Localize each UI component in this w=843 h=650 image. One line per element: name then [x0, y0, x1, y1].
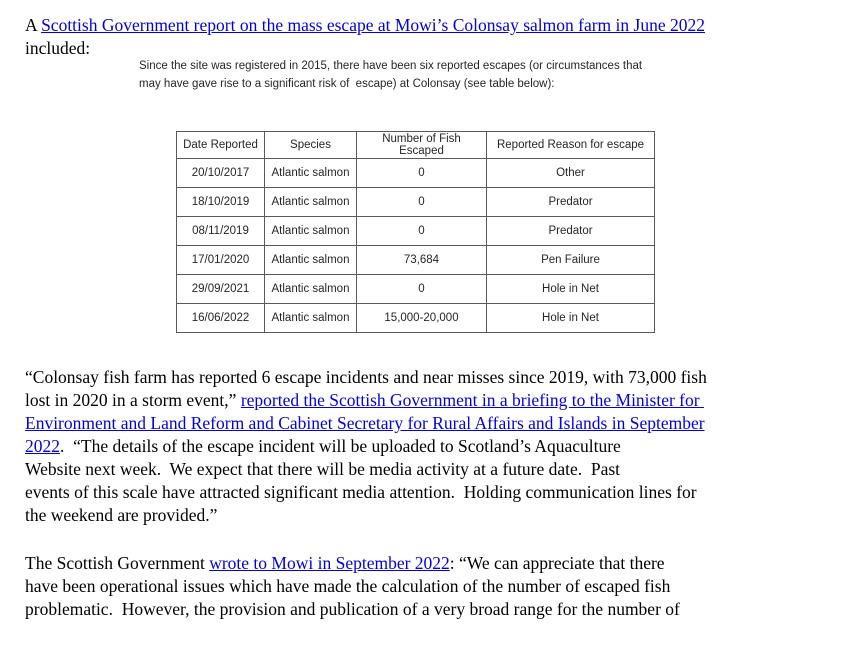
table-row	[177, 246, 655, 275]
text-run: Since the site was registered in 2015, there have been six reported escapes (or circumstances that	[139, 60, 643, 72]
table-cell: Hole in Net	[487, 275, 655, 304]
table-cell: 0	[357, 188, 487, 217]
text-run: : “We can appreciate that there	[449, 553, 665, 573]
table-cell: 18/10/2019	[177, 188, 265, 217]
column-header: Number of Fish Escaped	[357, 132, 487, 159]
text-line	[25, 575, 680, 598]
table-cell: 08/11/2019	[177, 217, 265, 246]
table-row	[177, 159, 655, 188]
table-cell: Atlantic salmon	[265, 188, 357, 217]
table-cell: Atlantic salmon	[265, 159, 357, 188]
text-run: problematic. However, the provision and publication of a very broad range for the number of	[25, 599, 680, 619]
text-line	[25, 504, 707, 527]
text-line	[25, 435, 707, 458]
table-cell: 0	[357, 159, 487, 188]
text-line	[25, 552, 680, 575]
briefing-link[interactable]: 2022	[25, 436, 60, 456]
escapes-table	[176, 131, 655, 333]
report-excerpt	[139, 58, 642, 93]
text-line	[25, 598, 680, 621]
table-cell: 20/10/2017	[177, 159, 265, 188]
briefing-quote-paragraph	[25, 366, 707, 527]
table-cell: Atlantic salmon	[265, 246, 357, 275]
table-cell: 0	[357, 275, 487, 304]
text-line	[25, 389, 707, 412]
text-run: lost in 2020 in a storm event,”	[25, 390, 241, 410]
text-run: Website next week. We expect that there will be media activity at a future date. Past	[25, 459, 621, 479]
column-header: Reported Reason for escape	[487, 132, 655, 159]
table-cell: 29/09/2021	[177, 275, 265, 304]
text-line	[139, 76, 642, 94]
table-row	[177, 304, 655, 333]
text-line	[139, 58, 642, 76]
text-line	[25, 481, 707, 504]
table-cell: 0	[357, 217, 487, 246]
table-row	[177, 275, 655, 304]
text-run: . “The details of the escape incident will be uploaded to Scotland’s Aquaculture	[60, 436, 621, 456]
text-run: “Colonsay fish farm has reported 6 escape incidents and near misses since 2019, with 73,000 fish	[25, 367, 707, 387]
text-run: have been operational issues which have made the calculation of the number of escaped fish	[25, 576, 671, 596]
table-cell: 15,000-20,000	[357, 304, 487, 333]
table-cell: 73,684	[357, 246, 487, 275]
text-run: the weekend are provided.”	[25, 505, 218, 525]
briefing-link[interactable]: reported the Scottish Government in a briefing to the Minister for	[240, 390, 704, 410]
table-cell: 17/01/2020	[177, 246, 265, 275]
table-cell: Atlantic salmon	[265, 217, 357, 246]
intro-paragraph	[25, 14, 705, 60]
table-cell: 16/06/2022	[177, 304, 265, 333]
table-cell: Predator	[487, 188, 655, 217]
text-line	[25, 366, 707, 389]
table-cell: Pen Failure	[487, 246, 655, 275]
table-cell: Atlantic salmon	[265, 304, 357, 333]
table-cell: Hole in Net	[487, 304, 655, 333]
escapes-table-head	[177, 132, 655, 159]
table-cell: Predator	[487, 217, 655, 246]
table-cell: Other	[487, 159, 655, 188]
text-run: events of this scale have attracted significant media attention. Holding communication lines for	[25, 482, 697, 502]
text-line	[25, 412, 707, 435]
text-run: The Scottish Government	[25, 553, 210, 573]
text-run: may have gave rise to a significant risk of escape) at Colonsay (see table below):	[139, 77, 555, 90]
table-cell: Atlantic salmon	[265, 275, 357, 304]
mowi-letter-link[interactable]: wrote to Mowi in September 2022	[209, 553, 450, 573]
text-run: A	[25, 15, 42, 35]
text-run: included:	[25, 38, 91, 58]
text-line	[25, 14, 705, 37]
text-line	[25, 37, 705, 60]
table-row	[177, 217, 655, 246]
letter-paragraph	[25, 552, 680, 621]
briefing-link[interactable]: Environment and Land Reform and Cabinet Secretary for Rural Affairs and Islands in September	[25, 413, 705, 433]
table-row	[177, 188, 655, 217]
escapes-table-body	[177, 159, 655, 333]
column-header: Species	[265, 132, 357, 159]
header-row	[177, 132, 655, 159]
text-line	[25, 458, 707, 481]
report-link[interactable]: Scottish Government report on the mass escape at Mowi’s Colonsay salmon farm in June 2022	[41, 15, 705, 35]
column-header: Date Reported	[177, 132, 265, 159]
